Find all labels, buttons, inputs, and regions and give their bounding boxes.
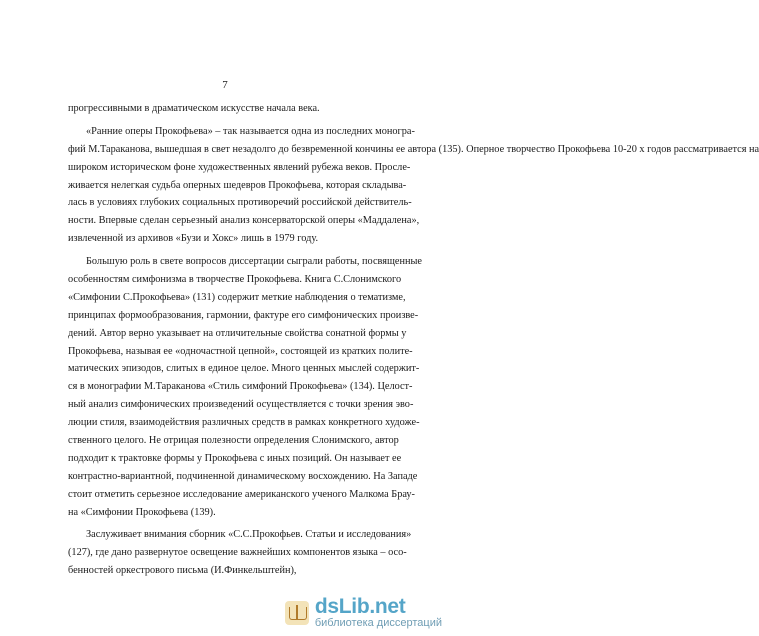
text-line: бенностей оркестрового письма (И.Финкельштейн), <box>68 565 297 577</box>
text-line: ся в монографии М.Тараканова «Стиль симфоний Прокофьева» (134). Целост- <box>68 381 413 393</box>
text-line: широком историческом фоне художественных явлений рубежа веков. Просле- <box>68 161 411 173</box>
text-line: контрастно-вариантной, подчиненной динамическому восхождению. На Западе <box>68 470 418 482</box>
text-line-content: фий М.Тараканова, вышедшая в свет незадолго до безвременной кончины ее автора (135). Оперное творчество Прокофьева 10-20 х годов рассматривается на <box>68 143 759 155</box>
text-line: на «Симфонии Прокофьева (139). <box>68 506 216 518</box>
text-line: матических эпизодов, слитых в единое целое. Много ценных мыслей содержит- <box>68 363 420 375</box>
text-line: извлеченной из архивов «Бузи и Хокс» лишь в 1979 году. <box>68 233 319 245</box>
text-line: Прокофьева, называя ее «одночастной цепной», состоящей из кратких полите- <box>68 345 413 357</box>
text-line: прогрессивными в драматическом искусстве начала века. <box>68 103 320 114</box>
paragraph-start-line: Большую роль в свете вопросов диссертации сыграли работы, посвященные <box>86 256 422 268</box>
text-line: ный анализ симфонических произведений осуществляется с точки зрения эво- <box>68 399 414 411</box>
text-line: лась в условиях глубоких социальных противоречий российской действитель- <box>68 197 412 209</box>
text-line: люции стиля, взаимодействия различных средств в рамках конкретного художе- <box>68 417 420 429</box>
book-icon <box>285 601 309 625</box>
text-line <box>68 141 759 159</box>
text-line: дений. Автор верно указывает на отличительные свойства сонатной формы у <box>68 327 407 339</box>
text-line: принципах формообразования, гармонии, фактуре его симфонических произве- <box>68 309 419 321</box>
watermark <box>285 596 442 630</box>
text-line: стоит отметить серьезное исследование американского ученого Малкома Брау- <box>68 488 415 500</box>
text-line: «Симфонии С.Прокофьева» (131) содержит меткие наблюдения о тематизме, <box>68 291 406 303</box>
text-line: особенностям симфонизма в творчестве Прокофьева. Книга С.Слонимского <box>68 274 402 286</box>
page-number: 7 <box>222 79 228 91</box>
watermark-text <box>315 596 442 630</box>
watermark-brand: dsLib.net <box>314 595 406 619</box>
text-line: ственного целого. Не отрицая полезности определения Слонимского, автор <box>68 435 399 447</box>
body-text <box>68 100 759 580</box>
watermark-subtitle: библиотека диссертаций <box>314 617 442 630</box>
text-line: живается нелегкая судьба оперных шедевров Прокофьева, которая складыва- <box>68 179 407 191</box>
paragraph-start-line: «Ранние оперы Прокофьева» – так называется одна из последних моногра- <box>86 125 415 137</box>
paragraph-start-line: Заслуживает внимания сборник «С.С.Прокофьев. Статьи и исследования» <box>86 529 412 541</box>
text-line: подходит к трактовке формы у Прокофьева с иных позиций. Он называет ее <box>68 452 402 464</box>
text-line: ности. Впервые сделан серьезный анализ консерваторской оперы «Маддалена», <box>68 215 420 227</box>
text-line: (127), где дано развернутое освещение важнейших компонентов языка – осо- <box>68 547 407 559</box>
